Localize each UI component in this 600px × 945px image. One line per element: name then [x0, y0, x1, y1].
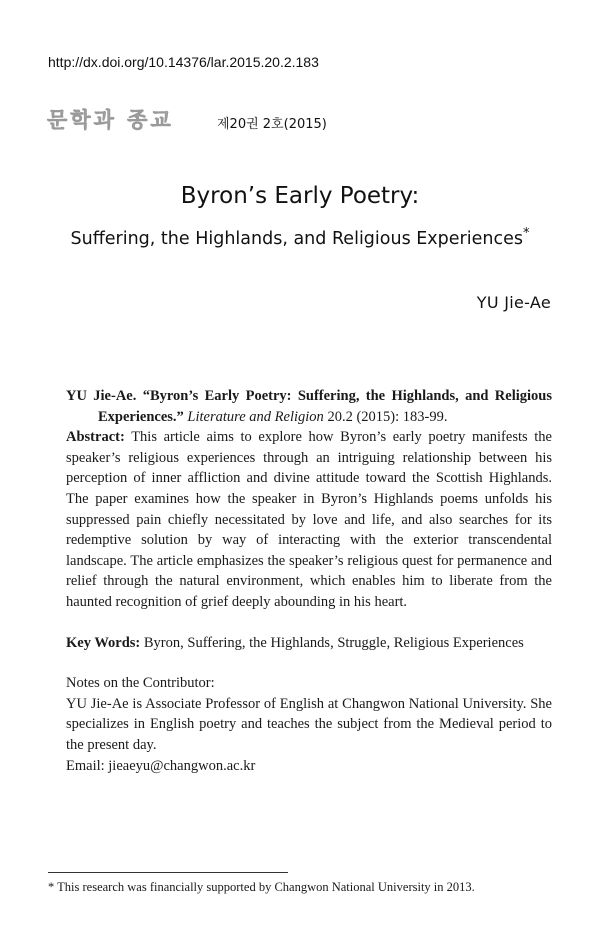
footnote: * This research was financially supported by Changwon National University in 2013.: [48, 880, 475, 894]
journal-logo: 문학과 종교: [47, 108, 174, 132]
footnote-marker: *: [522, 226, 530, 241]
keywords-text: Byron, Suffering, the Highlands, Struggle, Religious Experiences: [143, 634, 524, 651]
article-front-matter: [66, 386, 552, 776]
contributor-email[interactable]: Email: jieaeyu@changwon.ac.kr: [66, 757, 256, 774]
article-author: YU Jie-Ae: [476, 293, 551, 312]
abstract: [66, 427, 552, 612]
keywords: [66, 633, 552, 654]
keywords-label: Key Words:: [66, 634, 141, 651]
issue-number: 제20권 2호(2015): [217, 117, 327, 132]
citation-journal: Literature and Religion: [187, 408, 324, 425]
citation-details: 20.2 (2015): 183-99.: [327, 408, 448, 425]
citation-author: YU Jie-Ae.: [66, 388, 137, 404]
contributor-heading: Notes on the Contributor:: [66, 675, 215, 692]
contributor-bio: YU Jie-Ae is Associate Professor of English at Changwon National University. She specializes in English poetry and teaches the subject from the Medieval period to the present day.: [66, 695, 552, 753]
abstract-text: This article aims to explore how Byron’s early poetry manifests the speaker’s religious experiences through an intriguing relationship between his perception of inner affliction and divine attitude toward the Scottish Highlands. The paper examines how the speaker in Byron’s Highlands poems unfolds his suppressed pain chiefly necessitated by love and life, and also searches for its redemptive solution by way of interacting with the exterior transcendental landscape. The article emphasizes the speaker’s religious quest for permanence and relief through the natural environment, which enables him to liberate from the haunted recognition of grief deeply abounding in his heart.: [66, 429, 552, 610]
article-title: Byron’s Early Poetry:: [180, 183, 420, 209]
abstract-label: Abstract:: [66, 429, 125, 446]
citation: [66, 386, 552, 427]
subtitle-text: Suffering, the Highlands, and Religious Experiences: [70, 229, 523, 249]
article-subtitle: [0, 226, 600, 249]
doi-link[interactable]: http://dx.doi.org/10.14376/lar.2015.20.2.183: [48, 54, 319, 70]
footnote-divider: [48, 872, 288, 873]
citation-title: “Byron’s Early Poetry: Suffering, the Highlands, and Religious Experiences.”: [98, 388, 552, 425]
